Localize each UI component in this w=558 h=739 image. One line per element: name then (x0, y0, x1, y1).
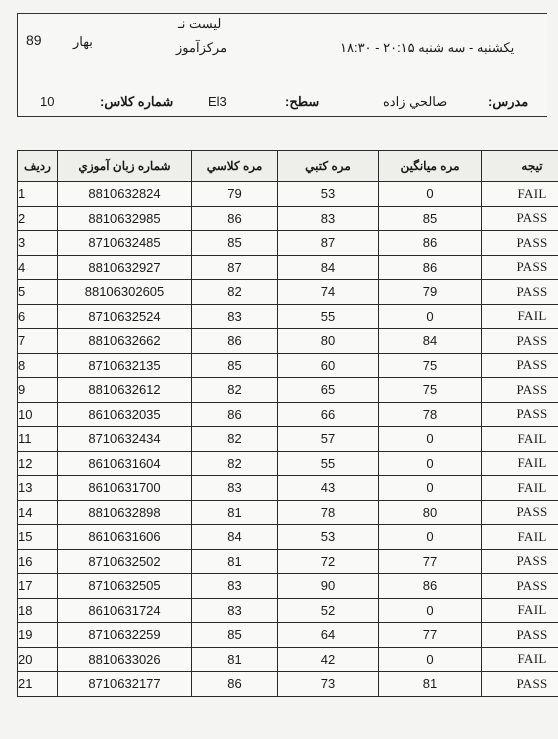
average-cell: 0 (379, 647, 482, 672)
class-grade-cell: 86 (192, 206, 278, 231)
student-id-cell: 8810632927 (58, 255, 192, 280)
student-id-cell: 8610631724 (58, 598, 192, 623)
student-id-cell: 8810633026 (58, 647, 192, 672)
row-number-cell: 9 (18, 378, 58, 403)
page-number: 89 (26, 32, 42, 48)
row-number-cell: 12 (18, 451, 58, 476)
class-grade-cell: 83 (192, 574, 278, 599)
class-grade-cell: 85 (192, 353, 278, 378)
class-grade-cell: 82 (192, 378, 278, 403)
table-row (18, 255, 558, 280)
average-cell: 75 (379, 353, 482, 378)
average-cell: 85 (379, 206, 482, 231)
table-row (18, 329, 558, 354)
class-grade-cell: 83 (192, 304, 278, 329)
table-row (18, 672, 558, 697)
student-id-cell: 8810632662 (58, 329, 192, 354)
class-grade-cell: 83 (192, 476, 278, 501)
written-grade-cell: 42 (278, 647, 379, 672)
result-cell: PASS (482, 329, 558, 354)
average-cell: 86 (379, 255, 482, 280)
student-id-cell: 88106302605 (58, 280, 192, 305)
average-cell: 79 (379, 280, 482, 305)
class-grade-cell: 81 (192, 647, 278, 672)
row-number-cell: 14 (18, 500, 58, 525)
average-cell: 0 (379, 304, 482, 329)
average-cell: 0 (379, 182, 482, 207)
center-label: مركزآموز (176, 40, 228, 55)
written-grade-cell: 52 (278, 598, 379, 623)
table-row (18, 231, 558, 256)
table-row (18, 451, 558, 476)
table-header-row (18, 151, 558, 182)
table-row (18, 623, 558, 648)
teacher-label: مدرس: (488, 94, 529, 109)
level-value: El3 (208, 94, 227, 109)
written-grade-cell: 53 (278, 182, 379, 207)
row-number-cell: 13 (18, 476, 58, 501)
table-row (18, 476, 558, 501)
student-id-cell: 8710632485 (58, 231, 192, 256)
student-id-cell: 8810632985 (58, 206, 192, 231)
student-id-cell: 8710632177 (58, 672, 192, 697)
class-grade-cell: 82 (192, 280, 278, 305)
result-cell: PASS (482, 353, 558, 378)
row-number-cell: 10 (18, 402, 58, 427)
result-cell: FAIL (482, 647, 558, 672)
table-row (18, 525, 558, 550)
class-grade-cell: 86 (192, 672, 278, 697)
table-row (18, 402, 558, 427)
student-id-cell: 8610632035 (58, 402, 192, 427)
schedule-text: يكشنبه - سه شنبه ۲۰:۱۵ - ۱۸:۳۰ (340, 40, 515, 55)
row-number-cell: 8 (18, 353, 58, 378)
row-number-cell: 17 (18, 574, 58, 599)
class-grade-cell: 85 (192, 231, 278, 256)
average-cell: 86 (379, 574, 482, 599)
student-id-cell: 8610631606 (58, 525, 192, 550)
result-cell: PASS (482, 378, 558, 403)
written-grade-cell: 74 (278, 280, 379, 305)
header-class-grade: مره كلاسي (192, 151, 278, 182)
class-grade-cell: 82 (192, 451, 278, 476)
average-cell: 0 (379, 451, 482, 476)
table-row (18, 549, 558, 574)
student-id-cell: 8710632434 (58, 427, 192, 452)
average-cell: 80 (379, 500, 482, 525)
written-grade-cell: 80 (278, 329, 379, 354)
average-cell: 0 (379, 598, 482, 623)
written-grade-cell: 60 (278, 353, 379, 378)
table-row (18, 353, 558, 378)
table-row (18, 182, 558, 207)
row-number-cell: 16 (18, 549, 58, 574)
student-id-cell: 8710632505 (58, 574, 192, 599)
header-result: تيجه (482, 151, 558, 182)
average-cell: 77 (379, 549, 482, 574)
list-title: ليست نـ (178, 16, 222, 31)
row-number-cell: 2 (18, 206, 58, 231)
table-row (18, 574, 558, 599)
written-grade-cell: 84 (278, 255, 379, 280)
table-row (18, 500, 558, 525)
written-grade-cell: 66 (278, 402, 379, 427)
written-grade-cell: 73 (278, 672, 379, 697)
header-row-number: رديف (18, 151, 58, 182)
student-id-cell: 8810632898 (58, 500, 192, 525)
written-grade-cell: 64 (278, 623, 379, 648)
result-cell: PASS (482, 231, 558, 256)
row-number-cell: 5 (18, 280, 58, 305)
class-grade-cell: 81 (192, 549, 278, 574)
result-cell: FAIL (482, 427, 558, 452)
row-number-cell: 21 (18, 672, 58, 697)
class-info-header (17, 13, 547, 117)
result-cell: PASS (482, 672, 558, 697)
class-grade-cell: 86 (192, 402, 278, 427)
result-cell: FAIL (482, 598, 558, 623)
table-row (18, 427, 558, 452)
result-cell: PASS (482, 574, 558, 599)
header-average: مره ميانگين (379, 151, 482, 182)
class-count-value: 10 (40, 94, 55, 109)
result-cell: FAIL (482, 304, 558, 329)
average-cell: 75 (379, 378, 482, 403)
student-id-cell: 8810632824 (58, 182, 192, 207)
average-cell: 0 (379, 525, 482, 550)
written-grade-cell: 57 (278, 427, 379, 452)
class-grade-cell: 81 (192, 500, 278, 525)
result-cell: FAIL (482, 451, 558, 476)
written-grade-cell: 78 (278, 500, 379, 525)
table-row (18, 206, 558, 231)
student-id-cell: 8710632135 (58, 353, 192, 378)
written-grade-cell: 43 (278, 476, 379, 501)
class-grade-cell: 82 (192, 427, 278, 452)
season-label: بهار (73, 34, 93, 49)
average-cell: 81 (379, 672, 482, 697)
row-number-cell: 20 (18, 647, 58, 672)
class-grade-cell: 84 (192, 525, 278, 550)
average-cell: 0 (379, 427, 482, 452)
row-number-cell: 11 (18, 427, 58, 452)
header-student-id: شماره زبان آموزي (58, 151, 192, 182)
written-grade-cell: 83 (278, 206, 379, 231)
result-cell: FAIL (482, 525, 558, 550)
written-grade-cell: 72 (278, 549, 379, 574)
result-cell: PASS (482, 549, 558, 574)
grades-body (18, 182, 558, 697)
average-cell: 78 (379, 402, 482, 427)
class-grade-cell: 85 (192, 623, 278, 648)
row-number-cell: 18 (18, 598, 58, 623)
class-grade-cell: 79 (192, 182, 278, 207)
class-grade-cell: 83 (192, 598, 278, 623)
result-cell: FAIL (482, 476, 558, 501)
grades-table (17, 150, 558, 697)
result-cell: PASS (482, 206, 558, 231)
row-number-cell: 1 (18, 182, 58, 207)
written-grade-cell: 55 (278, 451, 379, 476)
student-id-cell: 8710632502 (58, 549, 192, 574)
row-number-cell: 15 (18, 525, 58, 550)
table-row (18, 378, 558, 403)
student-id-cell: 8610631700 (58, 476, 192, 501)
average-cell: 84 (379, 329, 482, 354)
header-written-grade: مره كتبي (278, 151, 379, 182)
row-number-cell: 19 (18, 623, 58, 648)
result-cell: FAIL (482, 182, 558, 207)
written-grade-cell: 65 (278, 378, 379, 403)
row-number-cell: 6 (18, 304, 58, 329)
table-row (18, 598, 558, 623)
result-cell: PASS (482, 280, 558, 305)
result-cell: PASS (482, 623, 558, 648)
row-number-cell: 7 (18, 329, 58, 354)
class-grade-cell: 87 (192, 255, 278, 280)
level-label: سطح: (285, 94, 320, 109)
average-cell: 86 (379, 231, 482, 256)
table-row (18, 304, 558, 329)
student-id-cell: 8710632524 (58, 304, 192, 329)
row-number-cell: 3 (18, 231, 58, 256)
table-row (18, 647, 558, 672)
row-number-cell: 4 (18, 255, 58, 280)
class-grade-cell: 86 (192, 329, 278, 354)
result-cell: PASS (482, 402, 558, 427)
class-count-label: شماره كلاس: (100, 94, 174, 109)
student-id-cell: 8710632259 (58, 623, 192, 648)
student-id-cell: 8810632612 (58, 378, 192, 403)
result-cell: PASS (482, 255, 558, 280)
written-grade-cell: 53 (278, 525, 379, 550)
student-id-cell: 8610631604 (58, 451, 192, 476)
average-cell: 77 (379, 623, 482, 648)
written-grade-cell: 87 (278, 231, 379, 256)
written-grade-cell: 90 (278, 574, 379, 599)
average-cell: 0 (379, 476, 482, 501)
table-row (18, 280, 558, 305)
teacher-name: صالحي زاده (383, 94, 448, 109)
result-cell: PASS (482, 500, 558, 525)
written-grade-cell: 55 (278, 304, 379, 329)
